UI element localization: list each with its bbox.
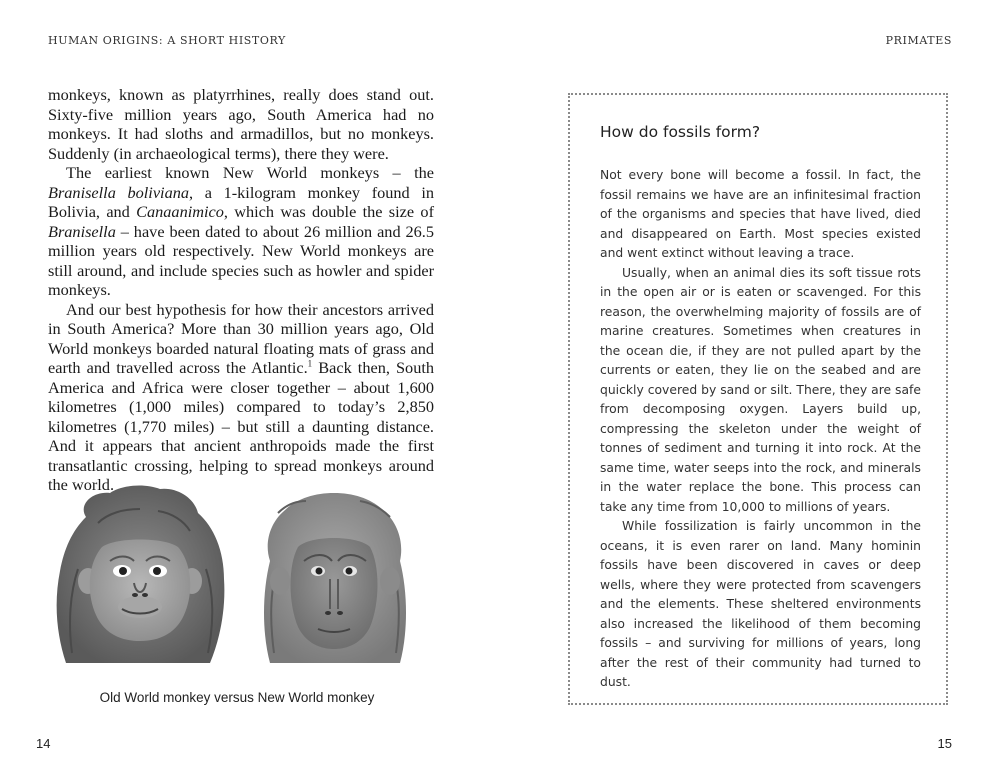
species-name-branisella: Branisella bbox=[48, 221, 116, 241]
new-world-monkey-image bbox=[264, 493, 406, 663]
old-world-monkey-image bbox=[57, 486, 225, 663]
page-number-left: 14 bbox=[36, 736, 51, 751]
monkey-illustration bbox=[48, 483, 428, 663]
species-name-canaanimico: Canaanimico bbox=[136, 202, 224, 221]
species-name-branisella-boliviana: Branisella boliviana bbox=[48, 182, 189, 202]
running-header-left: HUMAN ORIGINS: A SHORT HISTORY bbox=[48, 34, 286, 47]
paragraph-earliest-monkeys: The earliest known New World monkeys – the Branisella boliviana, a 1-kilogram monkey found in Bolivia, and Canaanimico, which was double the size of Branisella – have been dated to about 26 million and 26.5 million years old respectively. New World monkeys are still around, and include species such as howler and spider monkeys. bbox=[48, 163, 435, 299]
sidebar-paragraph: While fossilization is fairly uncommon in the oceans, it is even rarer on land. Many hominin fossils have been discovered in caves or deep wells, where they were protected from scavengers and the elements. These sheltered environments also increased the likelihood of them becoming fossils – and surviving for millions of years, long after the rest of their community had turned to dust. bbox=[600, 519, 921, 689]
paragraph-hypothesis: And our best hypothesis for how their ancestors arrived in South America? More than 30 million years ago, Old World monkeys boarded natural floating mats of grass and earth and travelled across the Atlantic.$^1$ Back then, South America and Africa were closer together – about 1,600 kilometres (1,000 miles) compared to today’s 2,850 kilometres (1,770 miles) – but still a daunting distance. And it appears that ancient anthropoids made the first transatlantic crossing, helping to spread monkeys around the world. bbox=[48, 299, 435, 494]
sidebar-paragraph: Usually, when an animal dies its soft tissue rots in the open air or is eaten or scavenged. For this reason, the overwhelming majority of fossils are of marine creatures. Sometimes when creatures in the ocean die, if they are not pulled apart by the currents or eaten, they lie on the seabed and are quickly covered by sand or silt. There, they are safe from decomposing oxygen. Layers build up, compressing the skeleton under the weight of tonnes of sediment and turning it into rock. At the same time, water seeps into the rock, and minerals in the water replace the bone. This process can take any time from 10,000 to millions of years. bbox=[600, 265, 921, 514]
figure-caption: Old World monkey versus New World monkey bbox=[99, 690, 375, 705]
running-header-right: PRIMATES bbox=[885, 34, 952, 47]
sidebar-paragraph: Not every bone will become a fossil. In fact, the fossil remains we have are an infinitesimal fraction of the organisms and species that have lived, died and disappeared on Earth. Most species existed and went extinct without leaving a trace. bbox=[600, 168, 921, 260]
sidebar-box bbox=[568, 93, 948, 705]
footnote-marker: 1 bbox=[307, 358, 313, 369]
paragraph-platyrrhines: monkeys, known as platyrrhines, really does stand out. Sixty-five million years ago, South America had no monkeys. It had sloths and armadillos, but no monkeys. Suddenly (in archaeological terms), there they were. bbox=[48, 85, 434, 163]
sidebar-body bbox=[600, 166, 921, 693]
sidebar-title: How do fossils form? bbox=[600, 123, 761, 141]
left-page-body-text bbox=[48, 85, 434, 495]
page-number-right: 15 bbox=[937, 736, 952, 751]
